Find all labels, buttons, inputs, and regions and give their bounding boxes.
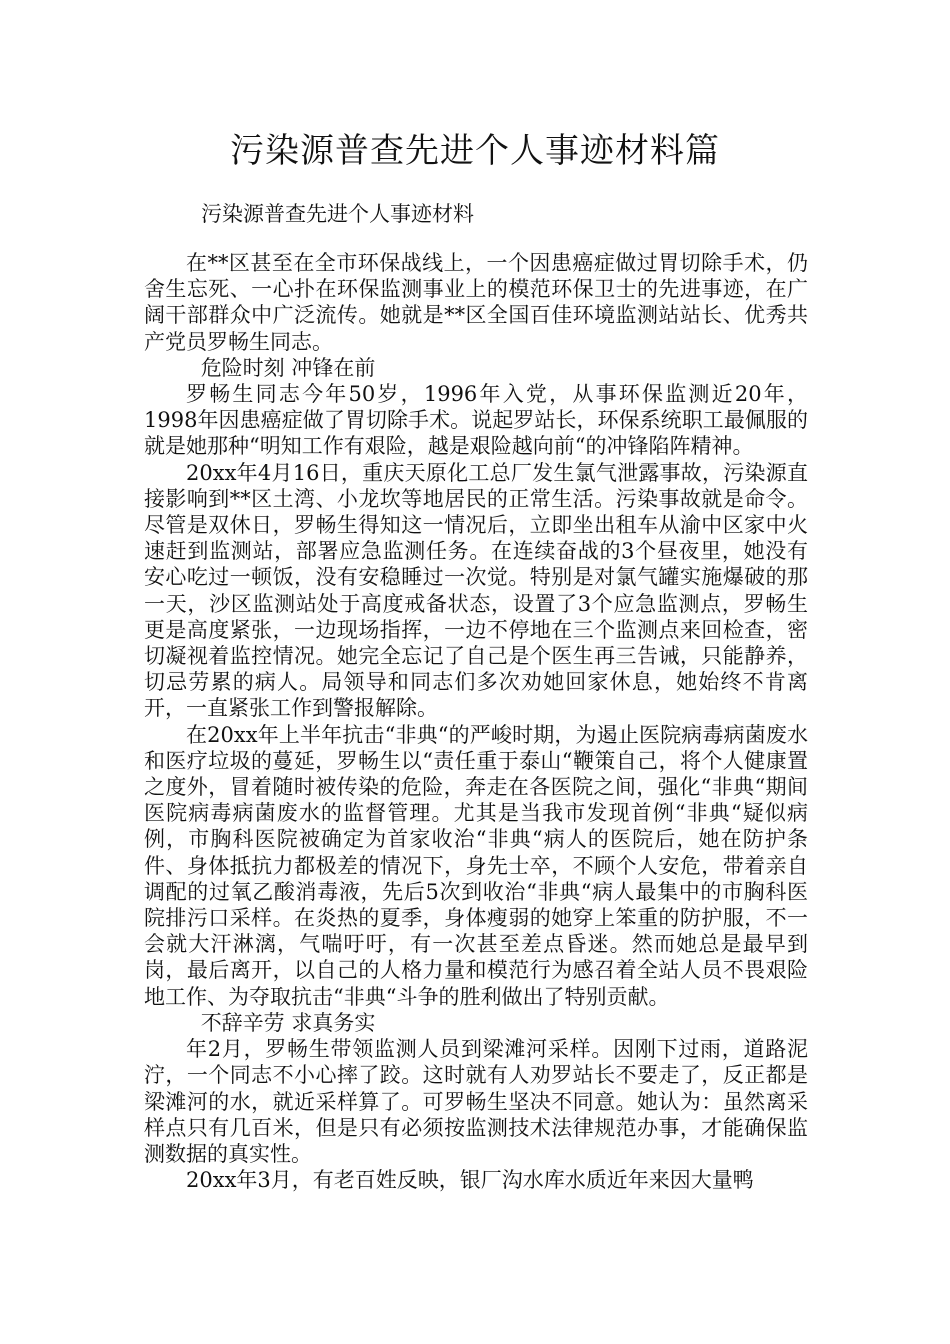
- paragraph-chlorine-incident: 20xx年4月16日，重庆天原化工总厂发生氯气泄露事故，污染源直接影响到**区土湾、小龙坎等地居民的正常生活。污染事故就是命令。尽管是双休日，罗畅生得知这一情况后，立即坐出租车从渝中区家中火速赶到监测站，部署应急监测任务。在连续奋战的3个昼夜里，她没有安心吃过一顿饭，没有安稳睡过一次觉。特别是对氯气罐实施爆破的那一天，沙区监测站处于高度戒备状态，设置了3个应急监测点，罗畅生更是高度紧张，一边现场指挥，一边不停地在三个监测点来回检查，密切凝视着监控情况。她完全忘记了自己是个医生再三告诫，只能静养，切忌劳累的病人。局领导和同志们多次劝她回家休息，她始终不肯离开，一直紧张工作到警报解除。: [144, 460, 808, 721]
- document-body: [144, 250, 808, 1193]
- document-title: 污染源普查先进个人事迹材料篇: [230, 131, 720, 171]
- document-subtitle: 污染源普查先进个人事迹材料: [201, 202, 474, 226]
- paragraph-profile: 罗畅生同志今年50岁，1996年入党，从事环保监测近20年，1998年因患癌症做了胃切除手术。说起罗站长，环保系统职工最佩服的就是她那种“明知工作有艰险，越是艰险越向前“的冲锋陷阵精神。: [144, 382, 808, 459]
- section-heading-diligence: 不辞辛劳 求真务实: [200, 1010, 376, 1035]
- paragraph-sampling: 年2月，罗畅生带领监测人员到梁滩河采样。因刚下过雨，道路泥泞，一个同志不小心摔了跤。这时就有人劝罗站长不要走了，反正都是梁滩河的水，就近采样算了。可罗畅生坚决不同意。她认为：虽然离采样点只有几百米，但是只有必须按监测技术法律规范办事，才能确保监测数据的真实性。: [144, 1037, 808, 1166]
- paragraph-reservoir: 20xx年3月，有老百姓反映，银厂沟水库水质近年来因大量鸭: [186, 1168, 754, 1193]
- section-heading-danger: 危险时刻 冲锋在前: [200, 355, 376, 380]
- paragraph-intro: 在**区甚至在全市环保战线上，一个因患癌症做过胃切除手术，仍舍生忘死、一心扑在环保监测事业上的模范环保卫士的先进事迹，在广阔干部群众中广泛流传。她就是**区全国百佳环境监测站站长、优秀共产党员罗畅生同志。: [144, 251, 808, 354]
- paragraph-sars: 在20xx年上半年抗击“非典“的严峻时期，为遏止医院病毒病菌废水和医疗垃圾的蔓延，罗畅生以“责任重于泰山“鞭策自己，将个人健康置之度外，冒着随时被传染的危险，奔走在各医院之间，强化“非典“期间医院病毒病菌废水的监督管理。尤其是当我市发现首例“非典“疑似病例，市胸科医院被确定为首家收治“非典“病人的医院后，她在防护条件、身体抵抗力都极差的情况下，身先士卒，不顾个人安危，带着亲自调配的过氧乙酸消毒液，先后5次到收治“非典“病人最集中的市胸科医院排污口采样。在炎热的夏季，身体瘦弱的她穿上笨重的防护服，不一会就大汗淋漓，气喘吁吁，有一次甚至差点昏迷。然而她总是最早到岗，最后离开，以自己的人格力量和模范行为感召着全站人员不畏艰险地工作、为夺取抗击“非典“斗争的胜利做出了特别贡献。: [144, 722, 808, 1009]
